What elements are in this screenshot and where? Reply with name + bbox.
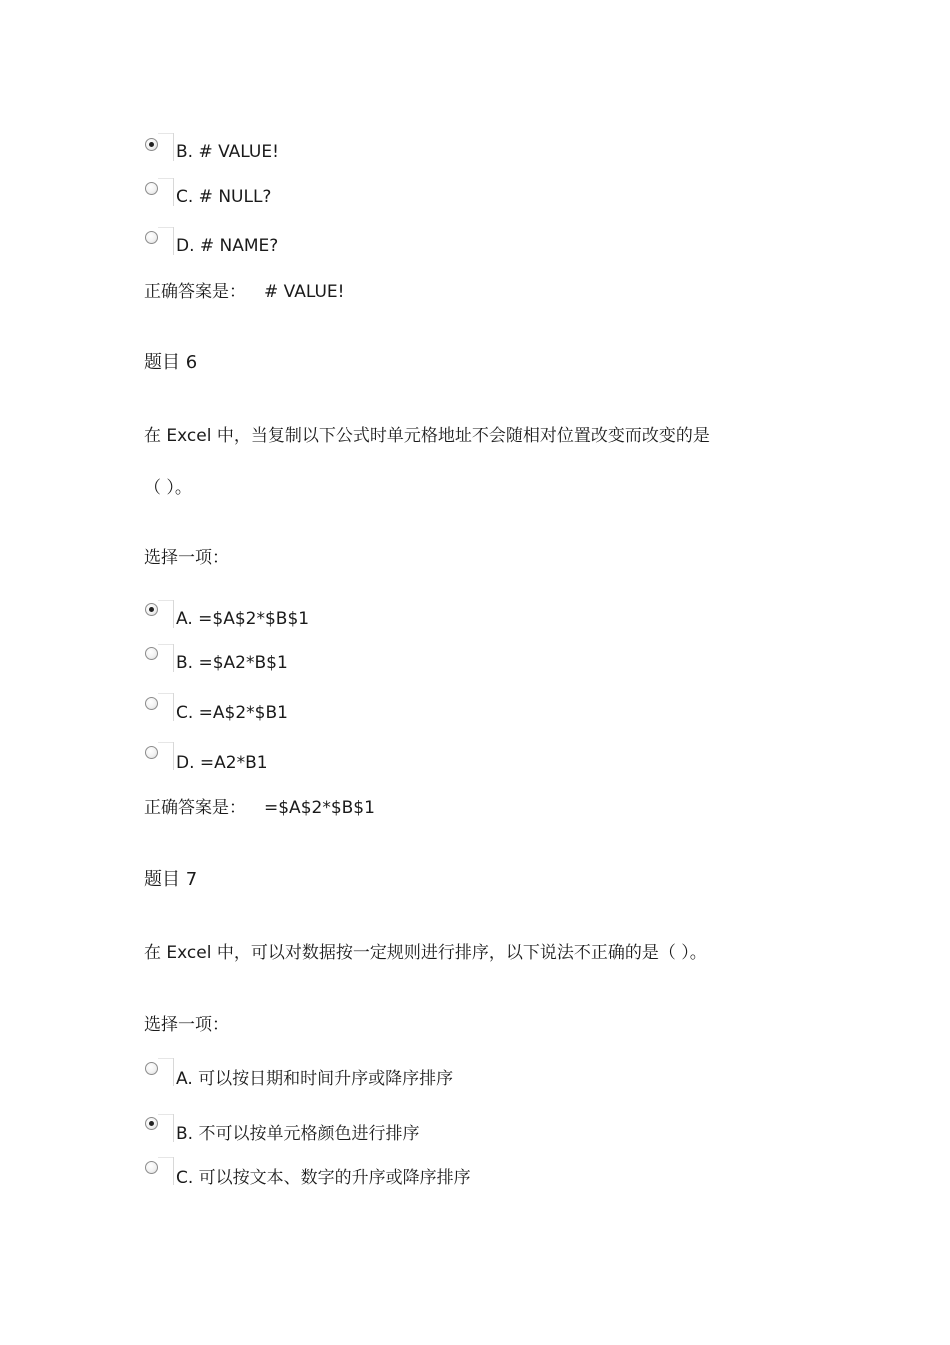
radio-button-a[interactable] xyxy=(145,603,158,616)
option-label-a[interactable]: A. =$A$2*$B$1 xyxy=(176,609,310,629)
option-frame xyxy=(158,227,174,228)
option-frame xyxy=(173,742,174,770)
radio-button-a[interactable] xyxy=(145,1062,158,1075)
correct-answer-prefix: 正确答案是： xyxy=(144,282,246,302)
option-label-b[interactable]: B. # VALUE! xyxy=(176,142,279,162)
option-frame xyxy=(158,1114,174,1115)
radio-button-d[interactable] xyxy=(145,746,158,759)
option-frame xyxy=(173,1114,174,1142)
select-one-prompt: 选择一项： xyxy=(144,1015,229,1035)
option-label-b[interactable]: B. 不可以按单元格颜色进行排序 xyxy=(176,1124,420,1144)
radio-button-b[interactable] xyxy=(145,1117,158,1130)
question-text: 在 Excel 中，当复制以下公式时单元格地址不会随相对位置改变而改变的是 xyxy=(144,426,710,446)
option-frame xyxy=(173,644,174,672)
option-frame xyxy=(173,1058,174,1086)
option-frame xyxy=(158,644,174,645)
correct-answer-prefix: 正确答案是： xyxy=(144,798,246,818)
question-text-continued: （ ）。 xyxy=(144,478,192,498)
radio-button-b[interactable] xyxy=(145,647,158,660)
radio-button-c[interactable] xyxy=(145,697,158,710)
option-label-c[interactable]: C. =A$2*$B1 xyxy=(176,703,288,723)
option-frame xyxy=(158,693,174,694)
option-frame xyxy=(173,227,174,255)
correct-answer xyxy=(144,282,344,302)
option-label-d[interactable]: D. # NAME? xyxy=(176,236,279,256)
question-title: 题目 7 xyxy=(144,869,198,890)
correct-answer-value: # VALUE! xyxy=(264,282,345,302)
option-frame xyxy=(158,1058,174,1059)
option-label-c[interactable]: C. 可以按文本、数字的升序或降序排序 xyxy=(176,1168,471,1188)
radio-button-b[interactable] xyxy=(145,138,158,151)
option-frame xyxy=(158,742,174,743)
radio-button-d[interactable] xyxy=(145,231,158,244)
question-text: 在 Excel 中，可以对数据按一定规则进行排序，以下说法不正确的是（ ）。 xyxy=(144,943,707,963)
option-label-d[interactable]: D. =A2*B1 xyxy=(176,753,268,773)
option-frame xyxy=(173,693,174,721)
option-label-c[interactable]: C. # NULL? xyxy=(176,187,272,207)
radio-button-c[interactable] xyxy=(145,1161,158,1174)
option-frame xyxy=(173,178,174,206)
correct-answer-value: =$A$2*$B$1 xyxy=(264,798,375,818)
correct-answer xyxy=(144,798,375,818)
option-frame xyxy=(173,600,174,628)
option-frame xyxy=(173,133,174,161)
radio-button-c[interactable] xyxy=(145,182,158,195)
option-label-a[interactable]: A. 可以按日期和时间升序或降序排序 xyxy=(176,1069,454,1089)
option-frame xyxy=(158,600,174,601)
option-label-b[interactable]: B. =$A2*B$1 xyxy=(176,653,288,673)
question-title: 题目 6 xyxy=(144,352,198,373)
option-frame xyxy=(173,1157,174,1185)
option-frame xyxy=(158,1157,174,1158)
option-frame xyxy=(158,133,174,134)
option-frame xyxy=(158,178,174,179)
select-one-prompt: 选择一项： xyxy=(144,548,229,568)
